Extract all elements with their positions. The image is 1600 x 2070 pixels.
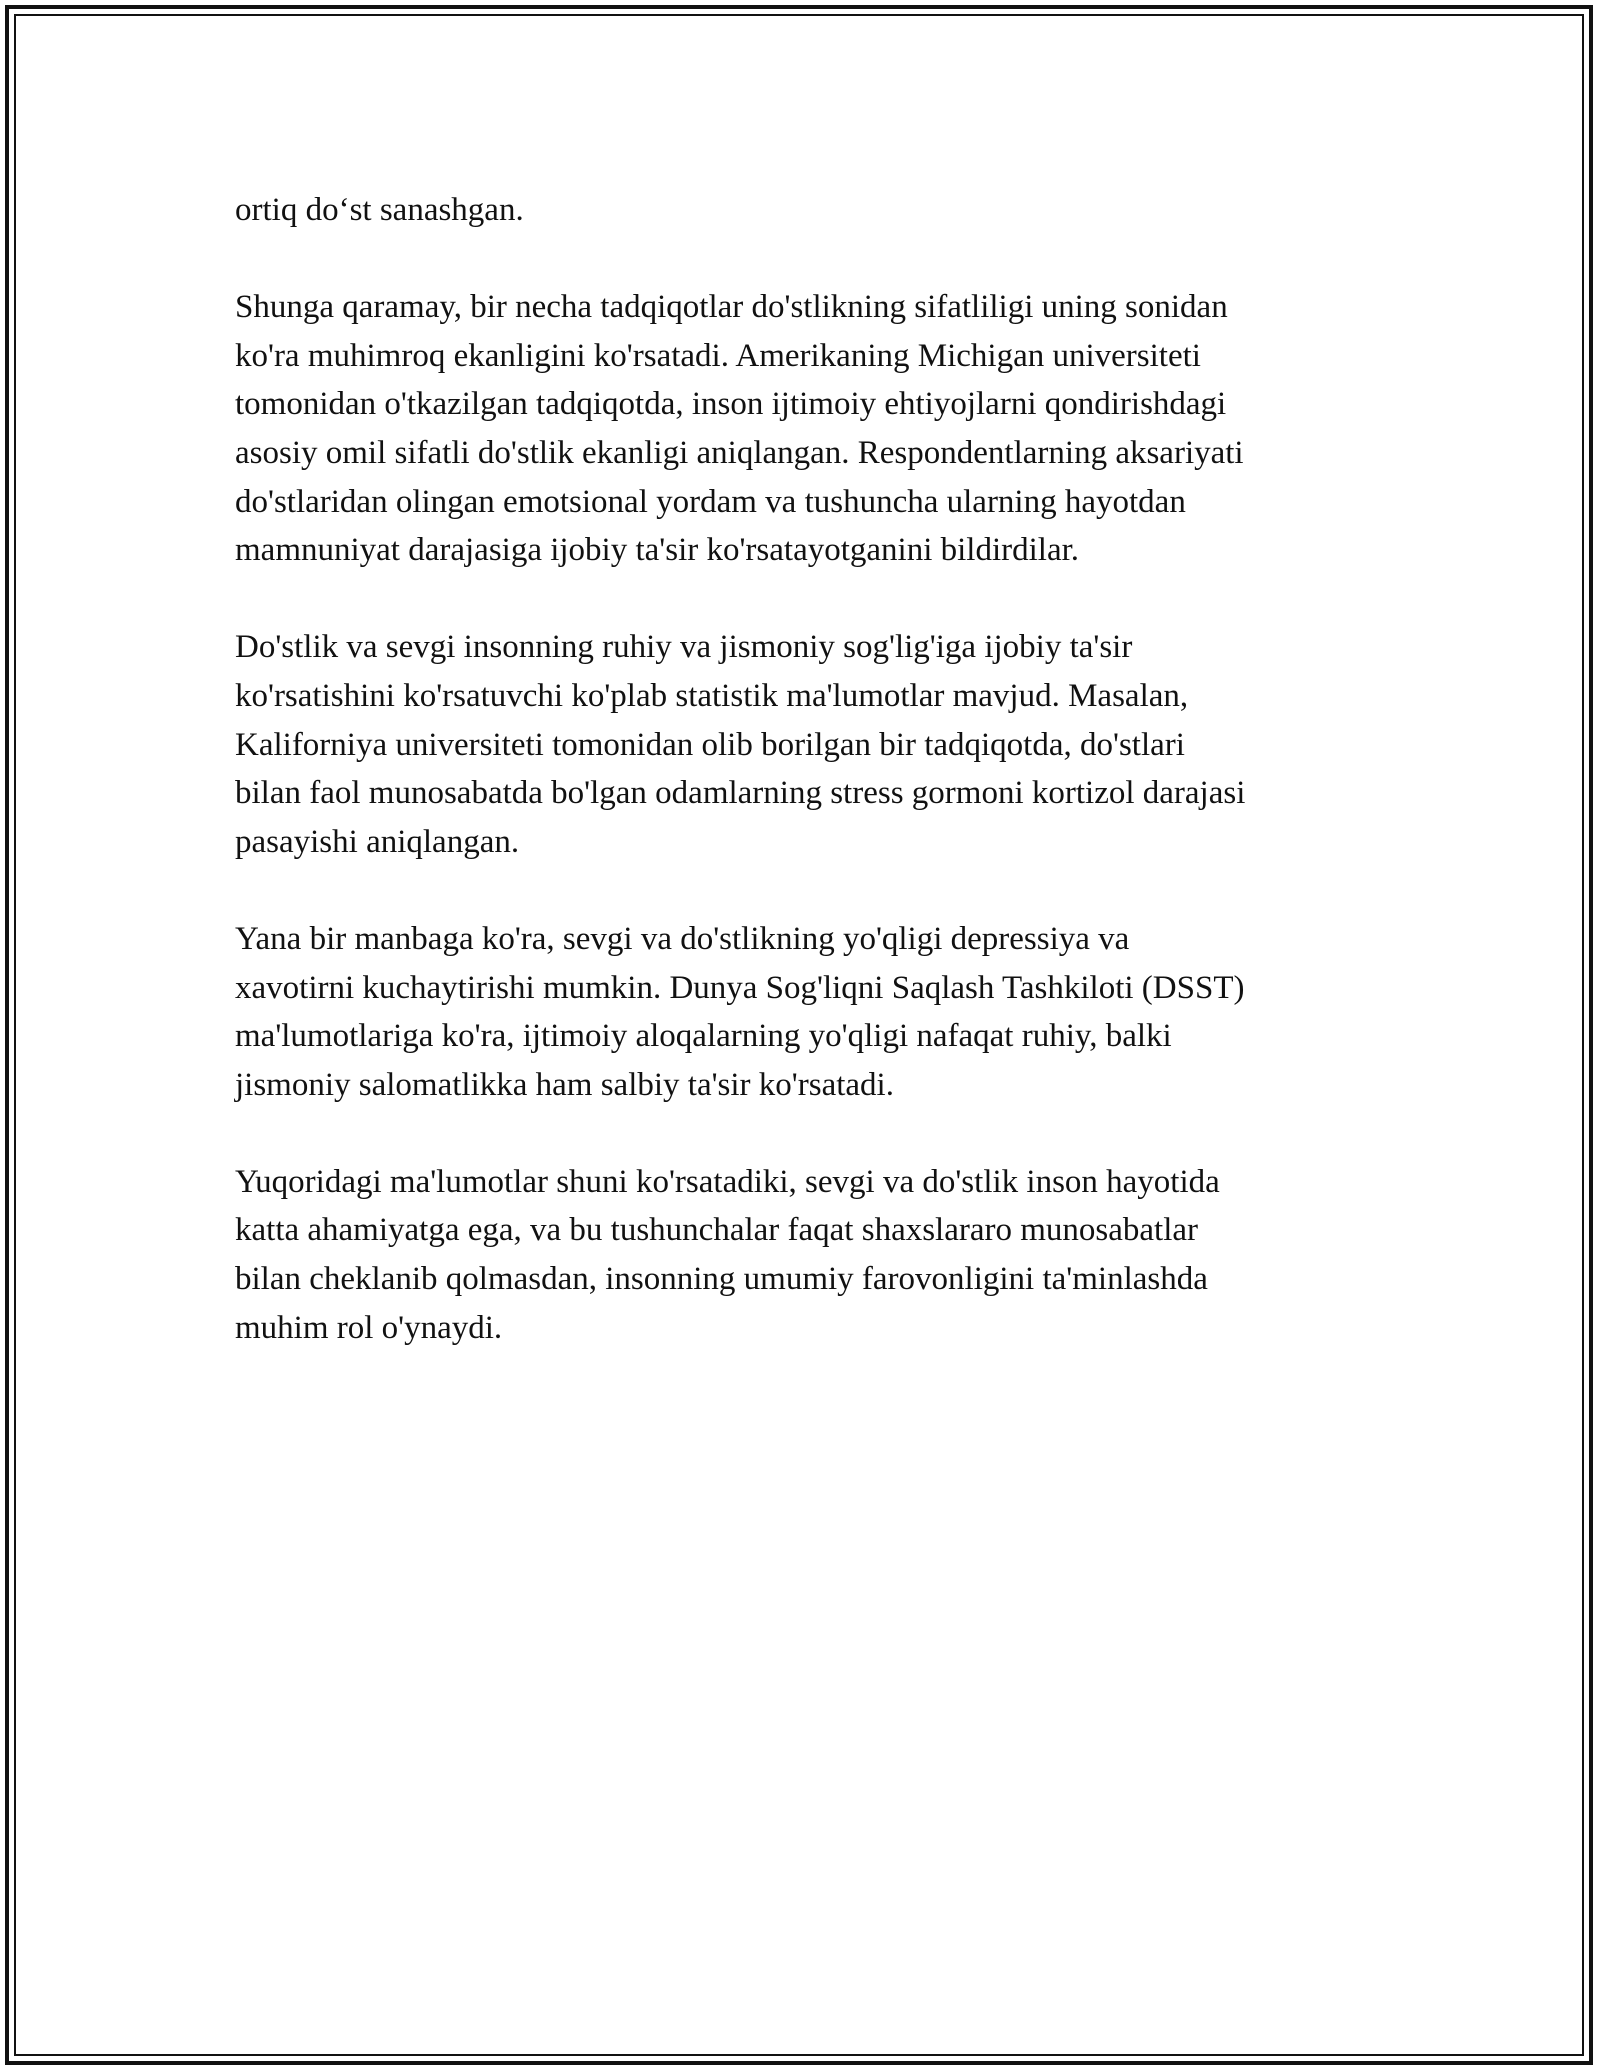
paragraph-1: ortiq do‘st sanashgan. bbox=[235, 192, 524, 228]
paragraph-5: Yuqoridagi ma'lumotlar shuni ko'rsatadiki, sevgi va do'stlik inson hayotida katta ahamiyatga ega, va bu tushunchalar faqat shaxslararo munosabatlar bilan cheklanib qolmasdan, insonning umumiy farovonligini ta'minlashda muhim rol o'ynaydi. bbox=[235, 1163, 1220, 1346]
paragraph-4: Yana bir manbaga ko'ra, sevgi va do'stlikning yo'qligi depressiya va xavotirni kuchaytirishi mumkin. Dunya Sog'liqni Saqlash Tashkiloti (DSST) ma'lumotlariga ko'ra, ijtimoiy aloqalarning yo'qligi nafaqat ruhiy, balki jismoniy salomatlikka ham salbiy ta'sir ko'rsatadi. bbox=[235, 920, 1245, 1103]
document-body bbox=[235, 186, 1385, 1401]
paragraph-3: Do'stlik va sevgi insonning ruhiy va jismoniy sog'lig'iga ijobiy ta'sir ko'rsatishini ko'rsatuvchi ko'plab statistik ma'lumotlar mavjud. Masalan, Kaliforniya universiteti tomonidan olib borilgan bir tadqiqotda, do'stlari bilan faol munosabatda bo'lgan odamlarning stress gormoni kortizol darajasi pasayishi aniqlangan. bbox=[235, 629, 1246, 860]
paragraph-2: Shunga qaramay, bir necha tadqiqotlar do'stlikning sifatliligi uning sonidan ko'ra muhimroq ekanligini ko'rsatadi. Amerikaning Michigan universiteti tomonidan o'tkazilgan tadqiqotda, inson ijtimoiy ehtiyojlarni qondirishdagi asosiy omil sifatli do'stlik ekanligi aniqlangan. Respondentlarning aksariyati do'stlaridan olingan emotsional yordam va tushuncha ularning hayotdan mamnuniyat darajasiga ijobiy ta'sir ko'rsatayotganini bildirdilar. bbox=[235, 289, 1244, 569]
